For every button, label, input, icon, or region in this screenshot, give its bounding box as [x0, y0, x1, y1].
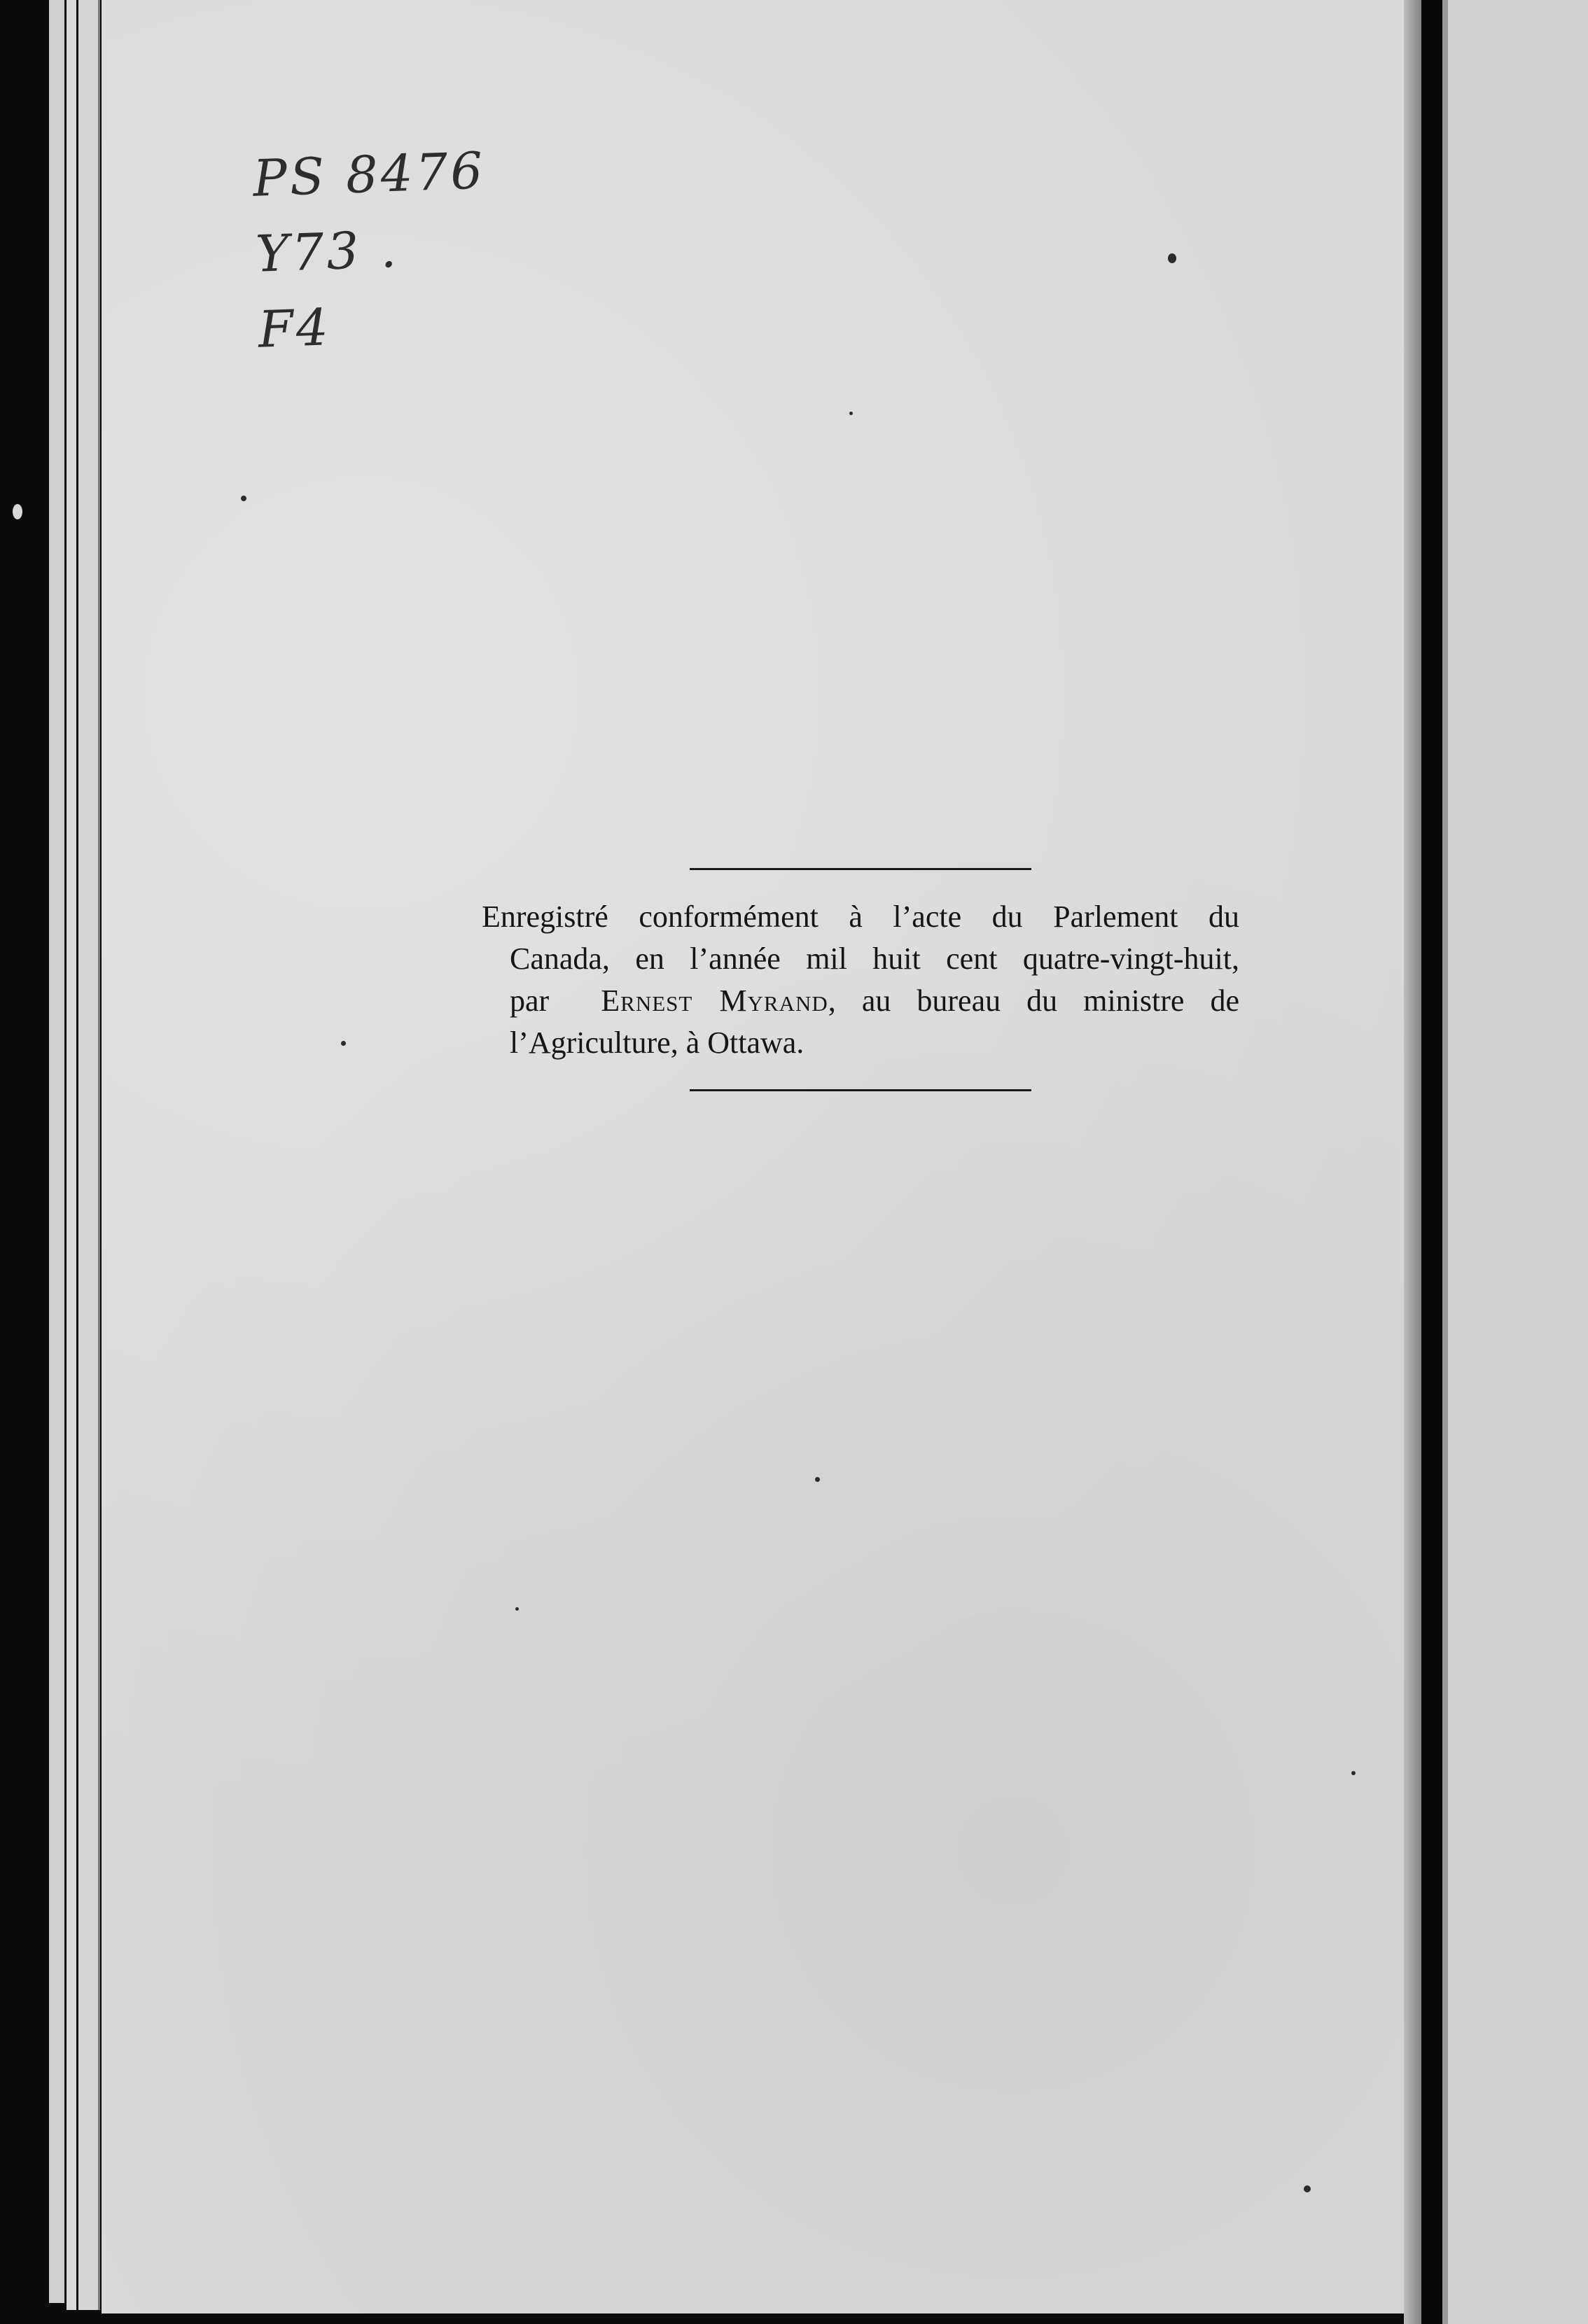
- bottom-rule: [690, 1089, 1031, 1091]
- page-divider: [1421, 0, 1442, 2324]
- scan-speck: [1351, 1771, 1356, 1775]
- notice-line: Canada, en l’année mil huit cent quatre-vingt-huit,: [510, 941, 1239, 976]
- scan-speck: [341, 1041, 346, 1046]
- page-edge: [67, 0, 76, 2310]
- top-rule: [690, 868, 1031, 870]
- notice-line: Enregistré conformément à l’acte du Parlement du: [482, 899, 1239, 934]
- scan-speck: [13, 504, 22, 519]
- call-number-line: Y73 .: [254, 219, 401, 284]
- scan-speck: [1168, 253, 1176, 263]
- scan-speck: [815, 1477, 820, 1482]
- gutter-shadow: [1404, 0, 1423, 2324]
- handwritten-call-number: [251, 132, 492, 367]
- scan-speck: [515, 1607, 519, 1611]
- author-name: Ernest Myrand: [601, 983, 828, 1018]
- scan-speck: [241, 496, 246, 501]
- scan-speck: [849, 412, 853, 415]
- call-number-line: PS 8476: [251, 141, 487, 208]
- page-edge: [78, 0, 99, 2310]
- page-edge-shadow: [98, 0, 100, 2310]
- notice-line: [482, 980, 1239, 1022]
- facing-page-edge: [1442, 0, 1448, 2324]
- notice-line: l’Agriculture, à Ottawa.: [510, 1026, 805, 1060]
- facing-page: [1442, 0, 1588, 2324]
- page-edge: [49, 0, 64, 2303]
- scan-speck: [1304, 2185, 1311, 2192]
- notice-text: , au bureau du ministre de: [828, 983, 1240, 1018]
- copyright-notice: [482, 896, 1239, 1064]
- notice-text: par: [510, 983, 550, 1018]
- call-number-line: F4: [257, 298, 333, 359]
